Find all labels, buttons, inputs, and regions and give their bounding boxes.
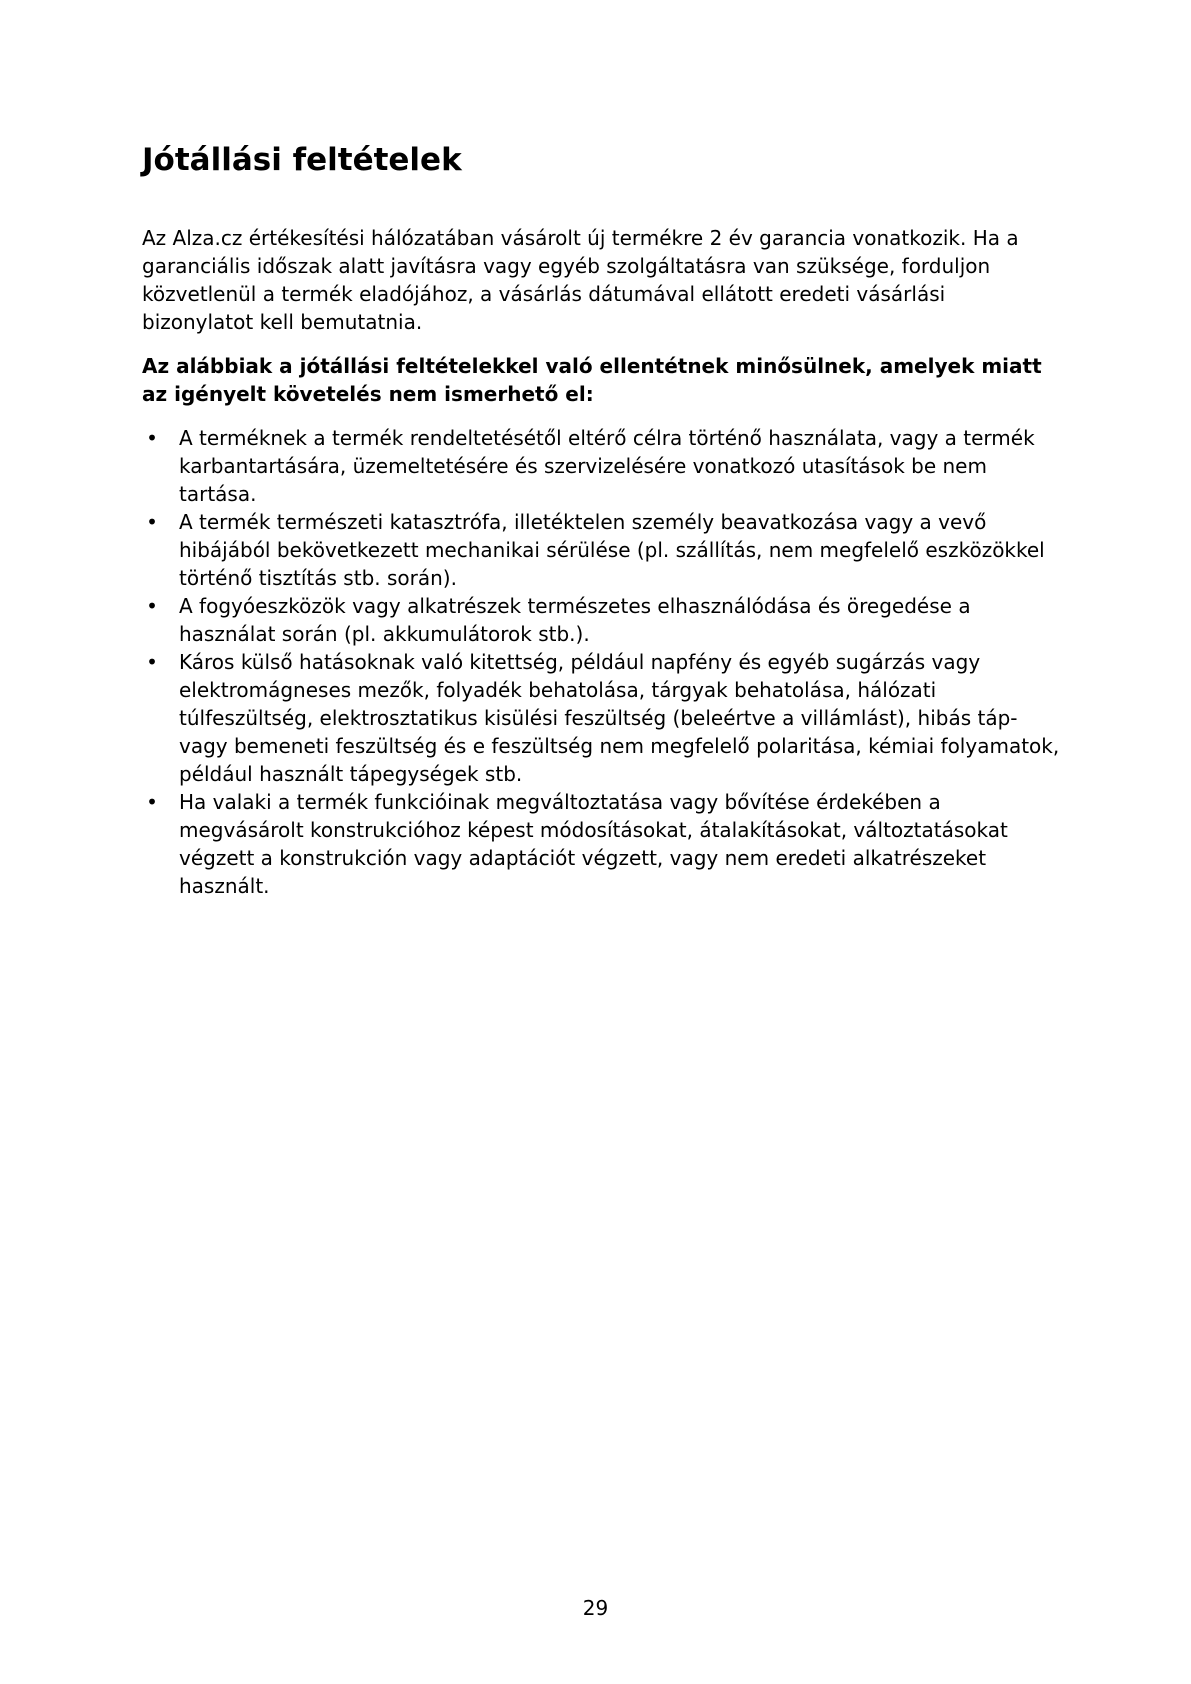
bullet-icon: • (146, 426, 158, 450)
list-item-text: A fogyóeszközök vagy alkatrészek természetes elhasználódása és öregedése a használat során (pl. akkumulátorok stb.). (179, 594, 971, 646)
list-item (142, 424, 1062, 508)
page-title: Jótállási feltételek (142, 142, 462, 178)
list-item-text: Ha valaki a termék funkcióinak megváltoztatása vagy bővítése érdekében a megvásárolt konstrukcióhoz képest módosításokat, átalakításokat, változtatásokat végzett a konstrukción vagy adaptációt végzett, vagy nem eredeti alkatrészeket használt. (179, 790, 1008, 898)
page-content (142, 138, 1062, 898)
list-item (142, 648, 1062, 788)
page-number: 29 (582, 1596, 609, 1620)
list-item (142, 788, 1062, 900)
list-item (142, 508, 1062, 592)
list-item-text: A terméknek a termék rendeltetésétől eltérő célra történő használata, vagy a termék karbantartására, üzemeltetésére és szervizelésére vonatkozó utasítások be nem tartása. (179, 426, 1035, 506)
lead-paragraph: Az alábbiak a jótállási feltételekkel való ellentétnek minősülnek, amelyek miatt az igényelt követelés nem ismerhető el: (142, 354, 1042, 406)
conditions-list (142, 424, 1062, 900)
list-item-text: A termék természeti katasztrófa, illetéktelen személy beavatkozása vagy a vevő hibájából bekövetkezett mechanikai sérülése (pl. szállítás, nem megfelelő eszközökkel történő tisztítás stb. során). (179, 510, 1045, 590)
intro-paragraph: Az Alza.cz értékesítési hálózatában vásárolt új termékre 2 év garancia vonatkozik. Ha a garanciális időszak alatt javításra vagy egyéb szolgáltatásra van szüksége, forduljon közvetlenül a termék eladójához, a vásárlás dátumával ellátott eredeti vásárlási bizonylatot kell bemutatnia. (142, 226, 1019, 334)
list-item (142, 592, 1062, 648)
bullet-icon: • (146, 594, 158, 618)
list-item-text: Káros külső hatásoknak való kitettség, például napfény és egyéb sugárzás vagy elektromágneses mezők, folyadék behatolása, tárgyak behatolása, hálózati túlfeszültség, elektrosztatikus kisülési feszültség (beleértve a villámlást), hibás táp- vagy bemeneti feszültség és e feszültség nem megfelelő polaritása, kémiai folyamatok, például használt tápegységek stb. (179, 650, 1060, 786)
bullet-icon: • (146, 510, 158, 534)
bullet-icon: • (146, 790, 158, 814)
bullet-icon: • (146, 650, 158, 674)
